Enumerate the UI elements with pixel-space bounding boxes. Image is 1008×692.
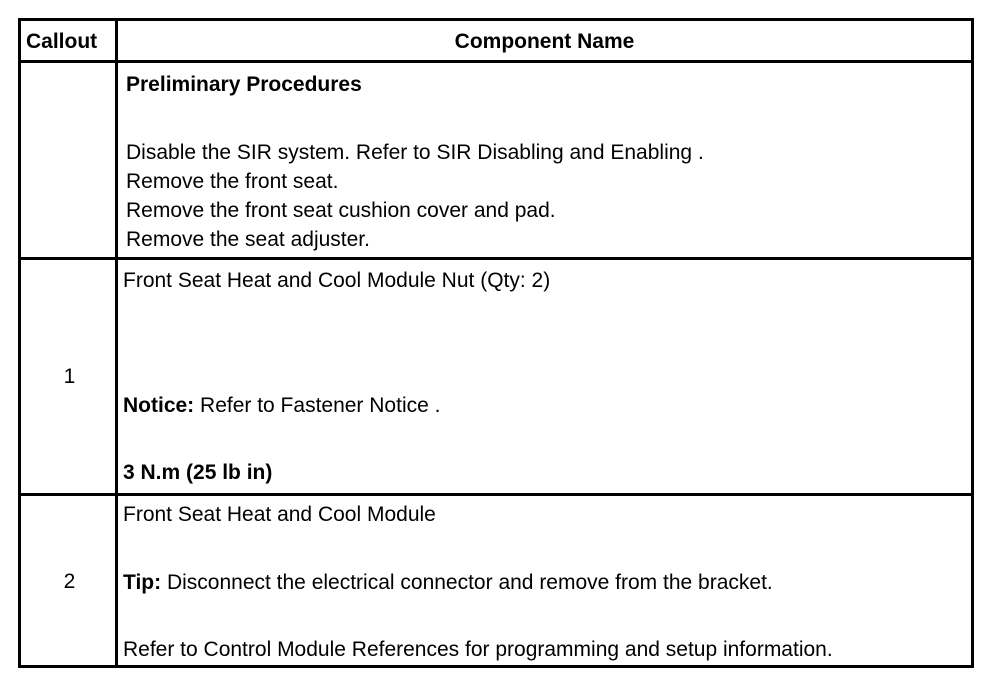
notice-text: Refer to Fastener Notice . (194, 394, 441, 417)
procedure-table (18, 18, 974, 668)
preliminary-title: Preliminary Procedures (126, 73, 362, 96)
notice-label: Notice: (123, 394, 195, 417)
header-callout-cell (21, 21, 118, 60)
callout-number: 1 (63, 365, 76, 388)
preliminary-component-cell (118, 63, 971, 257)
preliminary-step: Disable the SIR system. Refer to SIR Disabling and Enabling . (126, 141, 704, 164)
preliminary-step: Remove the front seat cushion cover and pad. (126, 199, 556, 222)
table-row (21, 257, 971, 493)
preliminary-callout-cell (21, 63, 118, 257)
component-name: Front Seat Heat and Cool Module (123, 503, 436, 526)
table-header-row (21, 21, 971, 60)
callout-cell (21, 260, 118, 493)
tip-text: Disconnect the electrical connector and remove from the bracket. (161, 571, 773, 594)
torque-spec: 3 N.m (25 lb in) (123, 461, 273, 484)
header-component-cell (118, 21, 971, 60)
reference-line: Refer to Control Module References for programming and setup information. (123, 638, 833, 661)
header-component-label: Component Name (454, 30, 635, 53)
component-name: Front Seat Heat and Cool Module Nut (Qty: 2) (123, 269, 551, 292)
callout-number: 2 (63, 570, 76, 593)
table-row (21, 493, 971, 665)
notice-line (123, 394, 440, 418)
tip-line (123, 571, 773, 595)
callout-cell (21, 496, 118, 665)
component-cell (118, 260, 971, 493)
tip-label: Tip: (123, 571, 162, 594)
header-callout-label: Callout (26, 30, 98, 53)
component-cell (118, 496, 971, 665)
preliminary-step: Remove the seat adjuster. (126, 228, 370, 251)
preliminary-row (21, 60, 971, 257)
preliminary-step: Remove the front seat. (126, 170, 339, 193)
